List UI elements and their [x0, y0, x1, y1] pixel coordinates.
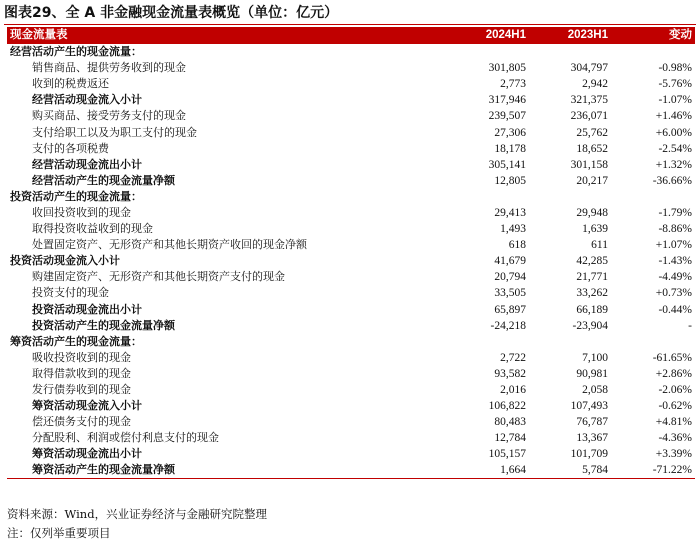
value-change: -1.79%: [658, 206, 692, 219]
value-2024h1: 12,784: [494, 432, 526, 445]
table-row: [7, 60, 695, 76]
value-2024h1: 2,773: [500, 78, 526, 91]
value-change: -2.54%: [658, 142, 692, 155]
row-label: 销售商品、提供劳务收到的现金: [32, 61, 186, 75]
header-label-column: 现金流量表: [10, 29, 68, 41]
value-2023h1: [529, 44, 611, 60]
table-row: [7, 462, 695, 479]
value-2024h1: 305,141: [488, 158, 526, 171]
table-row: [7, 302, 695, 318]
table-row: [7, 44, 695, 60]
row-label: 发行债券收到的现金: [32, 383, 131, 397]
value-2023h1: -23,904: [572, 319, 608, 332]
value-change: +2.86%: [655, 367, 692, 380]
value-2023h1: 2,942: [582, 78, 608, 91]
value-2023h1: 76,787: [576, 416, 608, 429]
table-row: [7, 446, 695, 462]
header-2024h1: 2024H1: [485, 29, 526, 41]
table-row: [7, 157, 695, 173]
row-label: 支付给职工以及为职工支付的现金: [32, 125, 197, 139]
value-2023h1: 90,981: [576, 367, 608, 380]
header-change: 变动: [669, 29, 692, 41]
row-label: 偿还债务支付的现金: [32, 415, 131, 429]
value-change: -4.36%: [658, 432, 692, 445]
value-2024h1: 239,507: [488, 110, 526, 123]
table-row: [7, 334, 695, 350]
row-label: 筹资活动现金流出小计: [32, 447, 142, 461]
table-row: [7, 92, 695, 108]
footnote: 注：仅列举重要项目: [7, 526, 111, 540]
value-2023h1: [529, 334, 611, 350]
value-2024h1: 317,946: [488, 94, 526, 107]
row-label: 取得借款收到的现金: [32, 366, 131, 380]
row-label: 收回投资收到的现金: [32, 205, 131, 219]
row-label: 经营活动现金流入小计: [32, 93, 142, 107]
value-2023h1: 33,262: [576, 287, 608, 300]
header-2023h1: 2023H1: [567, 29, 608, 41]
row-label: 购建固定资产、无形资产和其他长期资产支付的现金: [32, 270, 285, 284]
table-row: [7, 141, 695, 157]
row-label: 投资活动产生的现金流量净额: [32, 318, 175, 332]
value-2024h1: 106,822: [488, 400, 526, 413]
row-label: 取得投资收益收到的现金: [32, 222, 153, 236]
value-2024h1: 12,805: [494, 174, 526, 187]
value-change: -1.43%: [658, 255, 692, 268]
row-label: 经营活动产生的现金流量净额: [32, 173, 175, 187]
value-2024h1: -24,218: [490, 319, 526, 332]
value-2023h1: 611: [591, 239, 608, 252]
table-row: [7, 205, 695, 221]
value-change: -0.98%: [658, 62, 692, 75]
row-label: 投资支付的现金: [32, 286, 109, 300]
value-2024h1: [427, 189, 529, 205]
value-change: -1.07%: [658, 94, 692, 107]
table-row: [7, 414, 695, 430]
value-2023h1: 321,375: [570, 94, 608, 107]
cash-flow-table: [7, 27, 695, 479]
value-change: +4.81%: [655, 416, 692, 429]
value-change: [611, 334, 695, 350]
value-2024h1: 618: [508, 239, 526, 252]
value-2023h1: [529, 189, 611, 205]
value-2024h1: 301,805: [488, 62, 526, 75]
value-change: -8.86%: [658, 223, 692, 236]
value-2023h1: 107,493: [570, 400, 608, 413]
row-label: 购买商品、接受劳务支付的现金: [32, 109, 186, 123]
value-2023h1: 21,771: [576, 271, 608, 284]
value-change: +1.32%: [655, 158, 692, 171]
value-2024h1: 2,016: [500, 384, 526, 397]
value-2023h1: 66,189: [576, 303, 608, 316]
row-label: 处置固定资产、无形资产和其他长期资产收回的现金净额: [32, 238, 307, 252]
value-2024h1: [427, 44, 529, 60]
table-row: [7, 285, 695, 301]
value-2024h1: 27,306: [494, 126, 526, 139]
row-label: 筹资活动产生的现金流量净额: [7, 462, 427, 479]
value-2023h1: 18,652: [576, 142, 608, 155]
value-2024h1: 2,722: [500, 351, 526, 364]
value-change: [611, 44, 695, 60]
value-2024h1: 18,178: [494, 142, 526, 155]
value-change: +6.00%: [655, 126, 692, 139]
row-label: 支付的各项税费: [32, 141, 109, 155]
table-row: [7, 269, 695, 285]
value-change: -4.49%: [658, 271, 692, 284]
row-label: 投资活动现金流入小计: [10, 254, 120, 268]
value-2023h1: 13,367: [576, 432, 608, 445]
table-row: [7, 76, 695, 92]
table-row: [7, 382, 695, 398]
value-2024h1: 65,897: [494, 303, 526, 316]
table-row: [7, 350, 695, 366]
value-2024h1: 93,582: [494, 367, 526, 380]
table-row: [7, 124, 695, 140]
value-2023h1: 29,948: [576, 206, 608, 219]
value-2024h1: 80,483: [494, 416, 526, 429]
row-label: 投资活动产生的现金流量：: [10, 189, 142, 203]
table-row: [7, 108, 695, 124]
value-change: +0.73%: [655, 287, 692, 300]
value-change: -0.44%: [658, 303, 692, 316]
value-2023h1: 236,071: [570, 110, 608, 123]
row-label: 经营活动产生的现金流量：: [10, 45, 142, 59]
row-label: 筹资活动现金流入小计: [32, 399, 142, 413]
value-change: +1.07%: [655, 239, 692, 252]
table-row: [7, 173, 695, 189]
value-2023h1: 7,100: [582, 351, 608, 364]
value-2024h1: 1,664: [427, 462, 529, 479]
value-2024h1: 1,493: [500, 223, 526, 236]
row-label: 分配股利、利润或偿付利息支付的现金: [32, 431, 219, 445]
row-label: 收到的税费返还: [32, 77, 109, 91]
value-change: +1.46%: [655, 110, 692, 123]
value-2024h1: 33,505: [494, 287, 526, 300]
value-2023h1: 2,058: [582, 384, 608, 397]
value-2024h1: 20,794: [494, 271, 526, 284]
table-row: [7, 398, 695, 414]
value-2023h1: 25,762: [576, 126, 608, 139]
row-label: 经营活动现金流出小计: [32, 157, 142, 171]
value-2023h1: 1,639: [582, 223, 608, 236]
value-change: -71.22%: [611, 462, 695, 479]
table-header-row: [7, 27, 695, 44]
value-change: +3.39%: [655, 448, 692, 461]
value-change: [611, 189, 695, 205]
value-2024h1: 105,157: [488, 448, 526, 461]
table-row: [7, 221, 695, 237]
row-label: 投资活动现金流出小计: [32, 302, 142, 316]
row-label: 筹资活动产生的现金流量：: [10, 334, 142, 348]
value-change: -61.65%: [652, 351, 692, 364]
table-row: [7, 237, 695, 253]
table-row: [7, 366, 695, 382]
value-2023h1: 301,158: [570, 158, 608, 171]
row-label: 吸收投资收到的现金: [32, 350, 131, 364]
value-2023h1: 42,285: [576, 255, 608, 268]
table-row: [7, 318, 695, 334]
value-2023h1: 304,797: [570, 62, 608, 75]
value-2023h1: 20,217: [576, 174, 608, 187]
table-row: [7, 430, 695, 446]
title-divider: [4, 24, 696, 25]
source-note: 资料来源：Wind，兴业证券经济与金融研究院整理: [7, 507, 268, 521]
value-2024h1: 41,679: [494, 255, 526, 268]
value-2024h1: 29,413: [494, 206, 526, 219]
value-change: -36.66%: [652, 174, 692, 187]
value-change: -5.76%: [658, 78, 692, 91]
value-2023h1: 101,709: [570, 448, 608, 461]
figure-title: 图表29、全 A 非金融现金流量表概览（单位：亿元）: [4, 5, 339, 21]
value-change: -0.62%: [658, 400, 692, 413]
table-row: [7, 253, 695, 269]
value-2024h1: [427, 334, 529, 350]
value-2023h1: 5,784: [529, 462, 611, 479]
value-change: -: [688, 319, 692, 332]
value-change: -2.06%: [658, 384, 692, 397]
table-row: [7, 189, 695, 205]
